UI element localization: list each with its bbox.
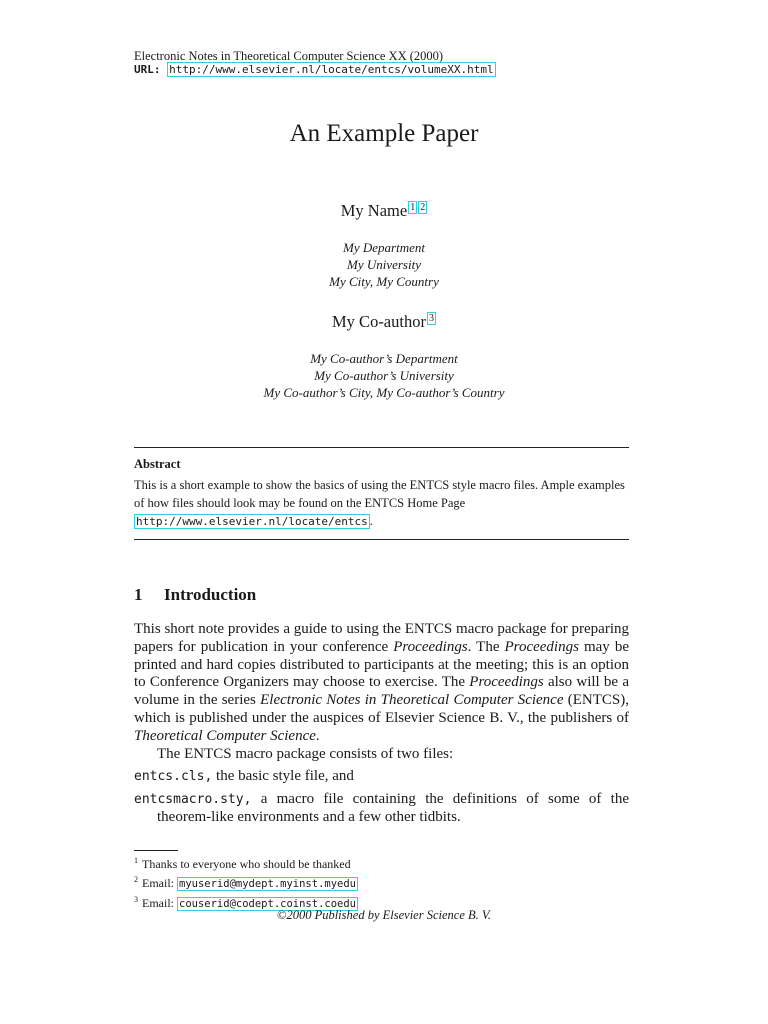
intro-text: . [315,727,320,744]
copyright-text: 2000 Published by Elsevier Science B. V. [286,908,492,922]
author-1-department: My Department [343,240,425,255]
footnote-link-3[interactable]: 3 [428,312,434,324]
footnote-mark: 2 [134,875,138,884]
footnote-text: Email: [142,896,177,910]
footnote-rule [134,850,178,851]
abstract-text: This is a short example to show the basics of using the ENTCS style macro files. Ample examples of how files should look may be found on the ENTCS Home Page [134,478,625,510]
author-2-footnote-marks [426,313,436,324]
journal-header [134,49,496,77]
abstract [134,455,629,531]
intro-emphasis: Proceedings [504,638,579,655]
author-1-name: My Name [340,201,408,220]
author-1 [0,201,768,221]
url-label: URL: [134,63,161,76]
author-1-affiliation [0,239,768,290]
file-list [134,768,629,826]
email-link-1[interactable]: myuserid@mydept.myinst.myedu [179,878,357,890]
footnote-text: Thanks to everyone who should be thanked [142,857,351,871]
intro-paragraph-2: The ENTCS macro package consists of two files: [157,745,454,762]
file-description: the basic style file, and [216,768,354,785]
section-number: 1 [134,585,143,604]
author-2-location: My Co-author’s City, My Co-author’s Country [263,385,505,400]
author-1-footnote-marks [407,202,427,213]
volume-url-link[interactable]: http://www.elsevier.nl/locate/entcs/volumeXX.html [169,63,494,76]
abstract-top-rule [134,447,629,448]
file-name: entcsmacro.sty, [134,792,252,808]
intro-text: may be printed and hard copies distributed to participants at the meeting; this is an option to Conference Organizers may choose to exercise. The [134,638,629,691]
author-1-university: My University [346,257,421,272]
intro-text: . The [467,638,505,655]
file-name: entcs.cls, [134,769,213,785]
copyright-symbol: © [276,908,287,922]
entcs-home-link[interactable]: http://www.elsevier.nl/locate/entcs [136,515,368,528]
section-title: Introduction [164,585,257,604]
abstract-body [134,476,629,531]
intro-text: also will be a volume in the series [134,674,629,709]
footnote-link-2[interactable]: 2 [420,201,426,213]
footnote-mark: 1 [134,856,138,865]
abstract-bottom-rule [134,539,629,540]
intro-emphasis: Proceedings [469,674,544,691]
footnote-1 [134,853,358,872]
abstract-heading: Abstract [134,457,181,471]
section-heading [134,585,256,605]
paper-title: An Example Paper [289,120,479,147]
list-item [134,791,629,827]
footnote-2 [134,872,358,892]
intro-emphasis: Electronic Notes in Theoretical Computer Science [260,692,564,709]
author-2-affiliation [0,350,768,401]
intro-body [134,621,629,827]
intro-emphasis: Proceedings [393,638,468,655]
list-item [134,768,629,786]
copyright-line [0,908,768,923]
intro-text: (ENTCS), which is published under the auspices of Elsevier Science B. V., the publishers of [134,692,630,726]
author-2-department: My Co-author’s Department [310,351,458,366]
file-description: a macro file containing the definitions of some of the theorem-like environments and a few other tidbits. [157,791,630,825]
intro-text: This short note provides a guide to using the ENTCS macro package for preparing papers for publication in your conference [134,621,629,655]
intro-emphasis: Theoretical Computer Science [134,727,316,744]
footnote-mark: 3 [134,895,138,904]
author-2-name: My Co-author [332,312,426,331]
abstract-end: . [369,514,373,528]
volume-url-line [134,63,496,77]
intro-paragraph-1 [134,621,629,746]
journal-name: Electronic Notes in Theoretical Computer Science XX (2000) [134,49,444,63]
footnote-text: Email: [142,876,177,890]
footnote-link-1[interactable]: 1 [410,201,416,213]
author-2-university: My Co-author’s University [314,368,454,383]
author-1-location: My City, My Country [329,274,439,289]
footnotes [134,853,358,912]
author-2 [0,312,768,332]
email-link-2[interactable]: couserid@codept.coinst.coedu [179,898,357,910]
